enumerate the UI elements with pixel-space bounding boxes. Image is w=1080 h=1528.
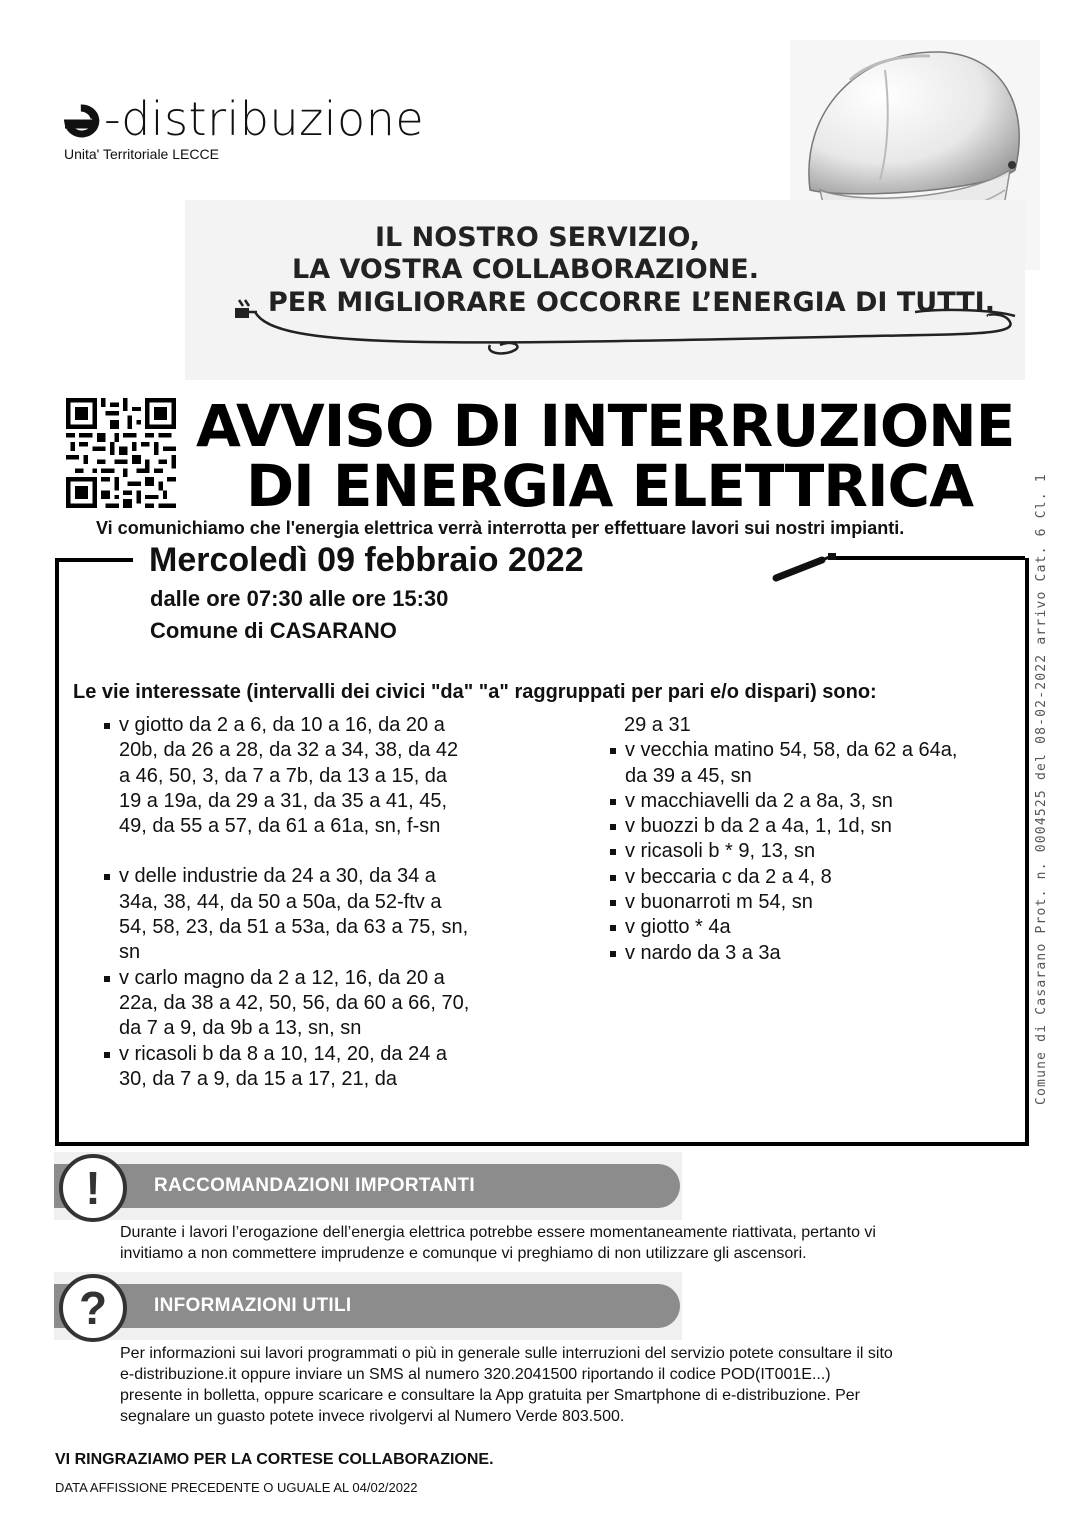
thanks-text: VI RINGRAZIAMO PER LA CORTESE COLLABORAZIONE. <box>55 1451 494 1468</box>
street-item: v buozzi b da 2 a 4a, 1, 1d, sn <box>610 814 1010 839</box>
bullet-icon <box>610 824 616 830</box>
bullet-icon <box>610 951 616 957</box>
exclamation-icon: ! <box>59 1154 127 1222</box>
bullet-icon <box>610 849 616 855</box>
street-item: v ricasoli b * 9, 13, sn <box>610 839 1010 864</box>
notice-title-line-1: AVVISO DI INTERRUZIONE <box>196 392 1015 460</box>
bullet-icon <box>104 874 110 880</box>
street-item: v delle industrie da 24 a 30, da 34 a 34a, 38, 44, da 50 a 50a, da 52-ftv a 54, 58, 23, da 51 a 53a, da 63 a 75, sn, sn <box>104 864 524 965</box>
intro-text: Vi comunichiamo che l'energia elettrica verrà interrotta per effettuare lavori sui nostri impianti. <box>96 518 905 538</box>
street-item: v beccaria c da 2 a 4, 8 <box>610 865 1010 890</box>
notice-title-line-2: DI ENERGIA ELETTRICA <box>246 452 973 520</box>
box-top-border-right <box>834 556 1025 560</box>
protocol-stamp: Comune di Casarano Prot. n. 0004525 del 08-02-2022 arrivo Cat. 6 Cl. 1 <box>1034 473 1049 1105</box>
streets-list-right <box>610 713 1010 966</box>
bullet-icon <box>610 748 616 754</box>
interruption-hours: dalle ore 07:30 alle ore 15:30 <box>150 586 449 611</box>
brand-name: -distribuzione <box>104 92 425 146</box>
brand-logo <box>60 92 424 146</box>
qr-code-icon[interactable] <box>66 398 176 508</box>
street-item: v giotto da 2 a 6, da 10 a 16, da 20 a 20b, da 26 a 28, da 32 a 34, 38, da 42 a 46, 50, 3, da 7 a 7b, da 13 a 15, da 19 a 19a, da 29 a 31, da 35 a 41, 45, 49, da 55 a 57, da 61 a 61a, sn, f-sn <box>104 713 524 839</box>
streets-heading: Le vie interessate (intervalli dei civici "da" "a" raggruppati per pari e/o dispari) sono: <box>73 681 877 703</box>
street-item: v buonarroti m 54, sn <box>610 890 1010 915</box>
recommendations-heading-bar <box>54 1164 680 1208</box>
bullet-icon <box>104 723 110 729</box>
street-item: v nardo da 3 a 3a <box>610 941 1010 966</box>
street-item: v carlo magno da 2 a 12, 16, da 20 a 22a, da 38 a 42, 50, 56, da 60 a 66, 70, da 7 a 9, da 9b a 13, sn, sn <box>104 966 524 1042</box>
street-item-continued: 29 a 31 <box>624 714 691 736</box>
bullet-icon <box>104 1052 110 1058</box>
slogan-line-3: PER MIGLIORARE OCCORRE L’ENERGIA DI TUTTI. <box>268 287 995 318</box>
recommendations-text: Durante i lavori l’erogazione dell’energia elettrica potrebbe essere momentaneamente riattivata, pertanto vi invitiamo a non commettere imprudenze e comunque vi preghiamo di non utilizzare gli ascensori. <box>120 1224 876 1262</box>
street-item: v ricasoli b da 8 a 10, 14, 20, da 24 a 30, da 7 a 9, da 15 a 17, 21, da <box>104 1042 524 1093</box>
bullet-icon <box>610 799 616 805</box>
street-item: v giotto * 4a <box>610 915 1010 940</box>
recommendations-heading: RACCOMANDAZIONI IMPORTANTI <box>154 1175 475 1196</box>
info-text: Per informazioni sui lavori programmati o più in generale sulle interruzioni del servizio potete consultare il sito e-distribuzione.it oppure inviare un SMS al numero 320.2041500 riportando il codice POD(IT001E...) presente in bolletta, oppure scaricare e consultare la App gratuita per Smartphone di e-distribuzione. Per segnalare un guasto potete invece rivolgervi al Numero Verde 803.500. <box>120 1345 893 1425</box>
spacer <box>104 839 524 864</box>
territorial-unit: Unita' Territoriale LECCE <box>64 146 219 162</box>
bullet-icon <box>610 875 616 881</box>
bullet-icon <box>610 900 616 906</box>
interruption-date: Mercoledì 09 febbraio 2022 <box>149 541 584 579</box>
info-heading-bar <box>54 1284 680 1328</box>
municipality: Comune di CASARANO <box>150 618 397 643</box>
slogan-line-2: LA VOSTRA COLLABORAZIONE. <box>292 254 759 285</box>
slogan-line-1: IL NOSTRO SERVIZIO, <box>375 222 701 253</box>
question-icon: ? <box>59 1274 127 1342</box>
street-item: v macchiavelli da 2 a 8a, 3, sn <box>610 789 1010 814</box>
posting-date: DATA AFFISSIONE PRECEDENTE O UGUALE AL 04/02/2022 <box>55 1480 418 1495</box>
box-top-border-left <box>55 558 133 562</box>
streets-list-left <box>104 713 524 1092</box>
plug-cable-icon <box>225 290 1045 365</box>
e-logo-icon <box>60 101 102 141</box>
street-item: v vecchia matino 54, 58, da 62 a 64a, da 39 a 45, sn <box>610 738 1010 789</box>
screwdriver-icon <box>770 550 850 586</box>
info-heading: INFORMAZIONI UTILI <box>154 1295 352 1316</box>
bullet-icon <box>610 925 616 931</box>
bullet-icon <box>104 976 110 982</box>
